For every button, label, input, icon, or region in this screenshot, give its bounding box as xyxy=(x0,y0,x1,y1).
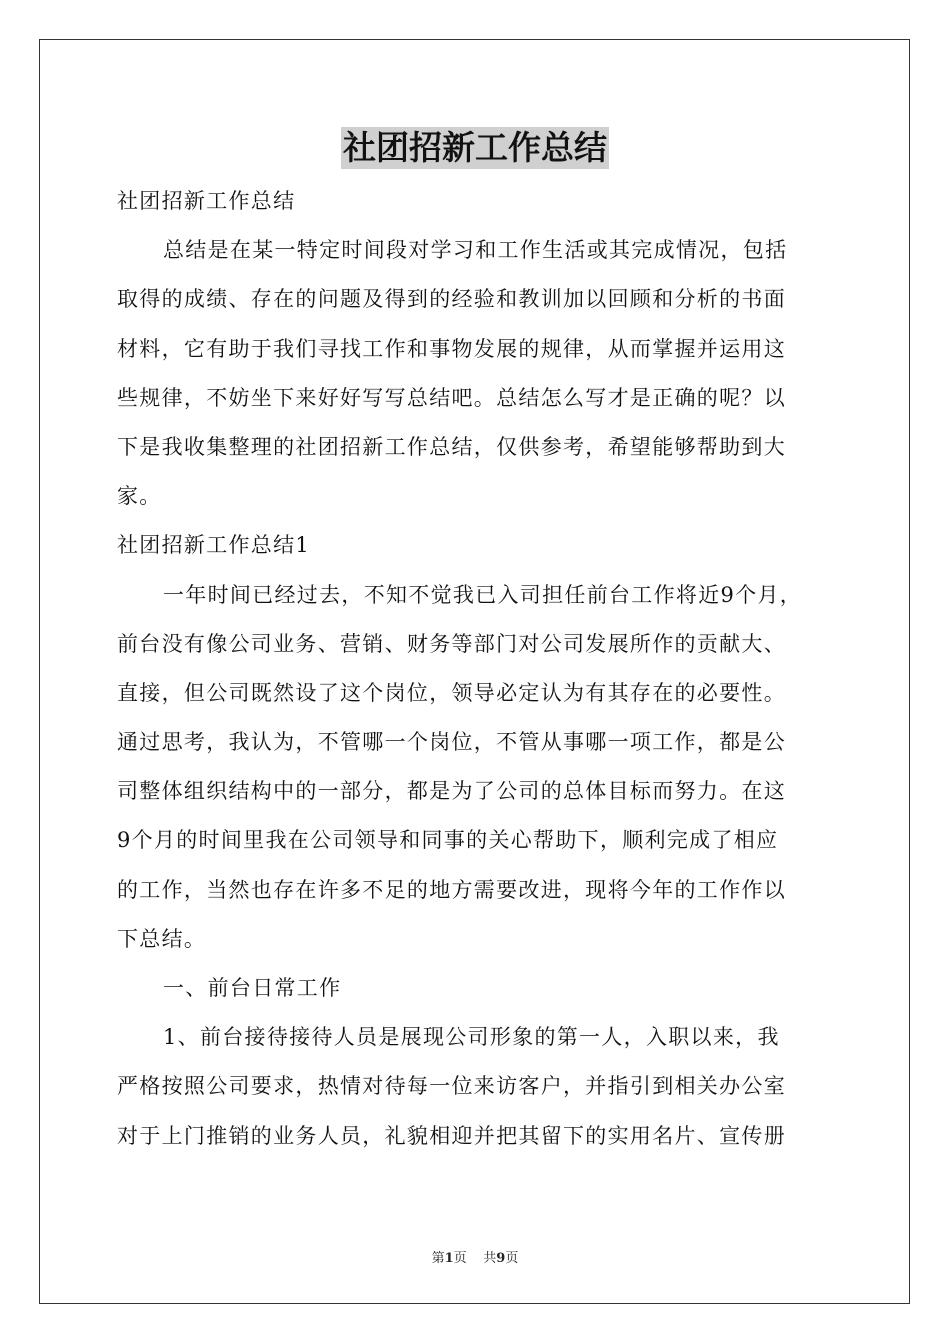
section-heading: 社团招新工作总结1 xyxy=(117,533,311,558)
text-line: 社团招新工作总结 xyxy=(117,189,296,213)
text-line: 材料，它有助于我们寻找工作和事物发展的规律，从而掌握并运用这 xyxy=(117,336,786,361)
text-line: 对于上门推销的业务人员，礼貌相迎并把其留下的实用名片、宣传册 xyxy=(117,1123,786,1148)
current-page-number: 1 xyxy=(444,1251,454,1266)
text-line: 前台没有像公司业务、营销、财务等部门对公司发展所作的贡献大、 xyxy=(117,631,786,656)
page-label-prefix: 第 xyxy=(431,1251,445,1266)
text-line: 直接，但公司既然设了这个岗位，领导必定认为有其存在的必要性。 xyxy=(117,680,786,705)
text-line: 通过思考，我认为，不管哪一个岗位，不管从事哪一项工作，都是公 xyxy=(117,730,786,755)
text-line: 下总结。 xyxy=(117,926,207,951)
text-line: 下是我收集整理的社团招新工作总结，仅供参考，希望能够帮助到大 xyxy=(117,434,786,459)
total-label-suffix: 页 xyxy=(505,1251,519,1266)
total-pages-number: 9 xyxy=(496,1251,506,1266)
document-title-wrapper xyxy=(0,127,950,169)
text-line: 一年时间已经过去，不知不觉我已入司担任前台工作将近9个月， xyxy=(163,582,803,607)
total-label-prefix: 共 xyxy=(483,1251,497,1266)
document-title: 社团招新工作总结 xyxy=(343,128,607,167)
text-line: 家。 xyxy=(117,484,162,509)
subsection-heading: 一、前台日常工作 xyxy=(163,976,342,1000)
page-footer xyxy=(0,1247,950,1266)
text-line: 总结是在某一特定时间段对学习和工作生活或其完成情况，包括 xyxy=(163,238,788,263)
document-body xyxy=(117,177,837,1161)
text-line: 的工作，当然也存在许多不足的地方需要改进，现将今年的工作作以 xyxy=(117,877,786,902)
text-line: 9个月的时间里我在公司领导和同事的关心帮助下，顺利完成了相应 xyxy=(117,828,779,853)
text-line: 严格按照公司要求，热情对待每一位来访客户，并指引到相关办公室 xyxy=(117,1074,786,1099)
text-line: 司整体组织结构中的一部分，都是为了公司的总体目标而努力。在这 xyxy=(117,779,786,804)
text-line: 取得的成绩、存在的问题及得到的经验和教训加以回顾和分析的书面 xyxy=(117,287,786,312)
text-line: 1、前台接待接待人员是展现公司形象的第一人，入职以来，我 xyxy=(163,1025,780,1050)
text-line: 些规律，不妨坐下来好好写写总结吧。总结怎么写才是正确的呢？以 xyxy=(117,385,786,410)
page-label-suffix: 页 xyxy=(453,1251,467,1266)
